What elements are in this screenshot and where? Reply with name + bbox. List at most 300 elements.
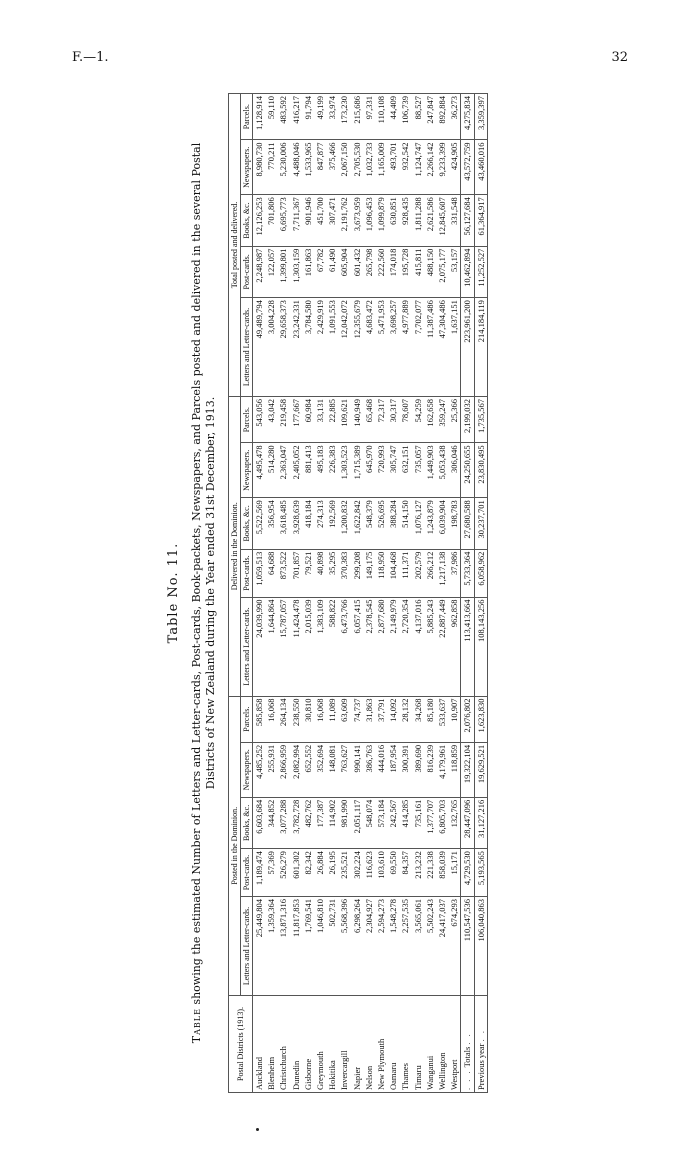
page-reference: F.—1. xyxy=(72,50,109,65)
column-header: Letters and Letter-cards. xyxy=(241,597,253,696)
previous-cell: 19,629,521 xyxy=(474,742,487,797)
table-cell: 4,485,252 xyxy=(253,742,266,797)
table-cell: 5,053,438 xyxy=(436,443,448,498)
table-cell: 67,782 xyxy=(314,246,326,297)
table-cell: 424,905 xyxy=(448,140,461,195)
table-cell: 12,042,072 xyxy=(338,298,350,397)
table-cell: 198,783 xyxy=(448,498,461,549)
table-cell: 91,794 xyxy=(302,94,314,140)
table-cell: 78,607 xyxy=(399,397,411,443)
previous-cell: 61,364,917 xyxy=(474,195,487,246)
table-cell: 109,621 xyxy=(338,397,350,443)
table-cell: 1,091,553 xyxy=(326,298,338,397)
table-cell: 116,623 xyxy=(363,849,375,897)
table-cell: 65,468 xyxy=(363,397,375,443)
table-cell: 47,304,486 xyxy=(436,298,448,397)
table-cell: 53,157 xyxy=(448,246,461,297)
table-cell: 1,303,523 xyxy=(338,443,350,498)
table-cell: 6,057,415 xyxy=(351,597,363,696)
table-cell: 82,342 xyxy=(302,849,314,897)
table-cell: 1,046,810 xyxy=(314,897,326,996)
table-cell: 37,791 xyxy=(375,696,387,742)
table-cell: 149,175 xyxy=(363,549,375,597)
table-cell: 22,885 xyxy=(326,397,338,443)
table-cell: 1,096,453 xyxy=(363,195,375,246)
table-cell: 3,928,639 xyxy=(290,498,302,549)
table-cell: 29,658,373 xyxy=(277,298,289,397)
table-cell: 104,468 xyxy=(387,549,399,597)
district-name: Wellington xyxy=(436,996,448,1093)
table-row xyxy=(387,94,399,1093)
table-cell: 1,303,159 xyxy=(290,246,302,297)
table-cell: 932,542 xyxy=(399,140,411,195)
table-cell: 601,432 xyxy=(351,246,363,297)
totals-row xyxy=(461,94,474,1093)
column-header-row xyxy=(241,94,253,1093)
table-cell: 548,074 xyxy=(363,797,375,848)
totals-cell: 43,572,759 xyxy=(461,140,474,195)
table-cell: 5,885,243 xyxy=(424,597,436,696)
table-row xyxy=(448,94,461,1093)
table-cell: 1,099,879 xyxy=(375,195,387,246)
table-cell: 238,550 xyxy=(290,696,302,742)
column-header: Parcels. xyxy=(241,397,253,443)
table-cell: 901,946 xyxy=(302,195,314,246)
totals-cell: 4,729,530 xyxy=(461,849,474,897)
table-cell: 302,224 xyxy=(351,849,363,897)
table-cell: 375,466 xyxy=(326,140,338,195)
table-cell: 266,212 xyxy=(424,549,436,597)
table-cell: 2,257,535 xyxy=(399,897,411,996)
table-cell: 770,211 xyxy=(265,140,277,195)
table-cell: 1,200,832 xyxy=(338,498,350,549)
table-cell: 12,845,607 xyxy=(436,195,448,246)
totals-cell: 110,547,536 xyxy=(461,897,474,996)
table-cell: 356,954 xyxy=(265,498,277,549)
table-cell: 114,902 xyxy=(326,797,338,848)
table-cell: 5,230,006 xyxy=(277,140,289,195)
column-header: Letters and Letter-cards. xyxy=(241,897,253,996)
table-cell: 1,189,474 xyxy=(253,849,266,897)
district-name: Wanganui xyxy=(424,996,436,1093)
totals-cell: 56,127,684 xyxy=(461,195,474,246)
table-cell: 1,165,009 xyxy=(375,140,387,195)
table-cell: 3,784,580 xyxy=(302,298,314,397)
table-cell: 10,907 xyxy=(448,696,461,742)
table-title: Table No. 11. xyxy=(166,542,181,644)
table-cell: 177,667 xyxy=(290,397,302,443)
table-cell: 2,877,680 xyxy=(375,597,387,696)
district-name: New Plymouth xyxy=(375,996,387,1093)
previous-cell: 30,237,701 xyxy=(474,498,487,549)
table-cell: 59,110 xyxy=(265,94,277,140)
previous-year-label: Previous year . . xyxy=(474,996,487,1093)
table-cell: 255,931 xyxy=(265,742,277,797)
table-cell: 72,317 xyxy=(375,397,387,443)
totals-cell: 24,250,655 xyxy=(461,443,474,498)
table-cell: 1,217,138 xyxy=(436,549,448,597)
totals-label-text: Totals xyxy=(462,1046,473,1068)
table-cell: 5,471,953 xyxy=(375,298,387,397)
previous-cell: 6,058,962 xyxy=(474,549,487,597)
table-cell: 265,798 xyxy=(363,246,375,297)
table-cell: 352,694 xyxy=(314,742,326,797)
table-cell: 735,057 xyxy=(412,443,424,498)
group-header-row xyxy=(229,94,241,1093)
table-cell: 2,363,047 xyxy=(277,443,289,498)
table-body xyxy=(253,94,461,1093)
table-row xyxy=(302,94,314,1093)
totals-cell: 5,733,364 xyxy=(461,549,474,597)
table-cell: 548,379 xyxy=(363,498,375,549)
district-name: Greymouth xyxy=(314,996,326,1093)
table-cell: 4,488,046 xyxy=(290,140,302,195)
table-cell: 79,521 xyxy=(302,549,314,597)
table-cell: 235,521 xyxy=(338,849,350,897)
table-row xyxy=(265,94,277,1093)
totals-cell: 28,447,096 xyxy=(461,797,474,848)
totals-cell: 223,961,200 xyxy=(461,298,474,397)
totals-cell: 10,462,894 xyxy=(461,246,474,297)
table-cell: 3,077,288 xyxy=(277,797,289,848)
table-cell: 64,688 xyxy=(265,549,277,597)
table-cell: 2,266,142 xyxy=(424,140,436,195)
table-cell: 6,805,703 xyxy=(436,797,448,848)
table-cell: 44,409 xyxy=(387,94,399,140)
table-cell: 2,429,919 xyxy=(314,298,326,397)
table-cell: 526,279 xyxy=(277,849,289,897)
table-row xyxy=(326,94,338,1093)
table-cell: 5,522,569 xyxy=(253,498,266,549)
table-cell: 389,690 xyxy=(412,742,424,797)
table-cell: 300,391 xyxy=(399,742,411,797)
table-cell: 219,458 xyxy=(277,397,289,443)
table-cell: 1,124,747 xyxy=(412,140,424,195)
table-cell: 174,018 xyxy=(387,246,399,297)
table-cell: 30,317 xyxy=(387,397,399,443)
table-cell: 226,383 xyxy=(326,443,338,498)
table-cell: 306,046 xyxy=(448,443,461,498)
table-cell: 645,970 xyxy=(363,443,375,498)
previous-cell: 1,623,830 xyxy=(474,696,487,742)
column-header: Newspapers. xyxy=(241,140,253,195)
table-cell: 148,081 xyxy=(326,742,338,797)
rotated-table-block xyxy=(166,88,700,1098)
table-cell: 23,242,331 xyxy=(290,298,302,397)
table-cell: 1,644,864 xyxy=(265,597,277,696)
table-cell: 57,369 xyxy=(265,849,277,897)
district-name: Oamaru xyxy=(387,996,399,1093)
district-name: Nelson xyxy=(363,996,375,1093)
table-cell: 110,108 xyxy=(375,94,387,140)
table-cell: 4,495,478 xyxy=(253,443,266,498)
table-cell: 601,302 xyxy=(290,849,302,897)
table-cell: 14,092 xyxy=(387,696,399,742)
table-cell: 305,747 xyxy=(387,443,399,498)
table-cell: 222,560 xyxy=(375,246,387,297)
district-name: Auckland xyxy=(253,996,266,1093)
table-cell: 1,377,707 xyxy=(424,797,436,848)
table-row xyxy=(351,94,363,1093)
table-cell: 4,683,472 xyxy=(363,298,375,397)
previous-cell: 106,040,863 xyxy=(474,897,487,996)
table-cell: 195,728 xyxy=(399,246,411,297)
table-cell: 35,295 xyxy=(326,549,338,597)
district-header: Postal Districts (1913). xyxy=(229,996,253,1093)
table-cell: 2,866,959 xyxy=(277,742,289,797)
district-name: Blenheim xyxy=(265,996,277,1093)
table-cell: 74,737 xyxy=(351,696,363,742)
table-cell: 1,449,903 xyxy=(424,443,436,498)
column-header: Newspapers. xyxy=(241,443,253,498)
table-cell: 495,183 xyxy=(314,443,326,498)
district-name: Hokitika xyxy=(326,996,338,1093)
table-cell: 24,417,037 xyxy=(436,897,448,996)
table-cell: 6,039,904 xyxy=(436,498,448,549)
table-cell: 2,015,039 xyxy=(302,597,314,696)
table-cell: 701,857 xyxy=(290,549,302,597)
table-cell: 514,280 xyxy=(265,443,277,498)
column-header: Parcels. xyxy=(241,94,253,140)
table-row xyxy=(412,94,424,1093)
table-cell: 54,259 xyxy=(412,397,424,443)
table-cell: 720,993 xyxy=(375,443,387,498)
table-cell: 40,898 xyxy=(314,549,326,597)
table-cell: 502,731 xyxy=(326,897,338,996)
totals-cell: 27,680,588 xyxy=(461,498,474,549)
table-cell: 5,502,243 xyxy=(424,897,436,996)
table-cell: 173,230 xyxy=(338,94,350,140)
table-cell: 202,579 xyxy=(412,549,424,597)
table-cell: 307,471 xyxy=(326,195,338,246)
group-header-posted: Posted in the Dominion. xyxy=(229,696,241,995)
table-cell: 11,817,853 xyxy=(290,897,302,996)
landscape-table xyxy=(166,88,700,1098)
table-row xyxy=(399,94,411,1093)
table-cell: 88,527 xyxy=(412,94,424,140)
district-name: Dunedin xyxy=(290,996,302,1093)
table-cell: 247,847 xyxy=(424,94,436,140)
table-cell: 12,355,679 xyxy=(351,298,363,397)
table-cell: 4,137,016 xyxy=(412,597,424,696)
table-row xyxy=(253,94,266,1093)
table-cell: 674,293 xyxy=(448,897,461,996)
table-cell: 588,822 xyxy=(326,597,338,696)
table-cell: 11,387,486 xyxy=(424,298,436,397)
table-cell: 359,247 xyxy=(436,397,448,443)
table-cell: 847,877 xyxy=(314,140,326,195)
table-cell: 451,700 xyxy=(314,195,326,246)
table-cell: 264,134 xyxy=(277,696,289,742)
table-cell: 414,285 xyxy=(399,797,411,848)
table-cell: 33,974 xyxy=(326,94,338,140)
previous-year-row xyxy=(474,94,487,1093)
table-cell: 630,851 xyxy=(387,195,399,246)
table-cell: 242,567 xyxy=(387,797,399,848)
totals-cell: 113,413,664 xyxy=(461,597,474,696)
table-cell: 49,199 xyxy=(314,94,326,140)
group-header-total: Total posted and delivered. xyxy=(229,94,241,397)
table-cell: 132,765 xyxy=(448,797,461,848)
table-cell: 22,887,449 xyxy=(436,597,448,696)
table-cell: 24,039,990 xyxy=(253,597,266,696)
table-cell: 60,984 xyxy=(302,397,314,443)
table-cell: 7,702,077 xyxy=(412,298,424,397)
table-cell: 161,863 xyxy=(302,246,314,297)
previous-cell: 108,143,256 xyxy=(474,597,487,696)
table-cell: 344,852 xyxy=(265,797,277,848)
table-cell: 892,884 xyxy=(436,94,448,140)
column-header: Post-cards. xyxy=(241,549,253,597)
previous-cell: 23,830,495 xyxy=(474,443,487,498)
caption-text: showing the estimated Number of Letters and Letter-cards, Post-cards, Book-packets, Newspapers, and Parcels posted and delivered in the several Postal Districts of New Zealand during the Year ended 31st December, 1913. xyxy=(190,142,217,1005)
table-cell: 543,056 xyxy=(253,397,266,443)
table-cell: 3,782,728 xyxy=(290,797,302,848)
table-cell: 6,473,766 xyxy=(338,597,350,696)
table-cell: 1,715,389 xyxy=(351,443,363,498)
table-cell: 2,405,052 xyxy=(290,443,302,498)
previous-cell: 3,359,397 xyxy=(474,94,487,140)
table-cell: 43,042 xyxy=(265,397,277,443)
table-row xyxy=(424,94,436,1093)
previous-cell: 43,460,016 xyxy=(474,140,487,195)
column-header: Newspapers. xyxy=(241,742,253,797)
footer-dot xyxy=(256,1128,259,1131)
table-cell: 632,151 xyxy=(399,443,411,498)
table-cell: 118,950 xyxy=(375,549,387,597)
table-cell: 2,149,979 xyxy=(387,597,399,696)
table-cell: 418,184 xyxy=(302,498,314,549)
page-number: 32 xyxy=(611,50,628,65)
totals-cell: 19,322,104 xyxy=(461,742,474,797)
table-cell: 2,191,762 xyxy=(338,195,350,246)
table-cell: 1,032,733 xyxy=(363,140,375,195)
table-cell: 488,150 xyxy=(424,246,436,297)
table-cell: 103,610 xyxy=(375,849,387,897)
table-cell: 118,859 xyxy=(448,742,461,797)
table-cell: 84,357 xyxy=(399,849,411,897)
table-caption xyxy=(190,118,218,1068)
previous-cell: 31,127,216 xyxy=(474,797,487,848)
table-cell: 416,217 xyxy=(290,94,302,140)
table-cell: 1,383,109 xyxy=(314,597,326,696)
table-cell: 415,811 xyxy=(412,246,424,297)
table-row xyxy=(363,94,375,1093)
table-cell: 213,232 xyxy=(412,849,424,897)
table-cell: 111,371 xyxy=(399,549,411,597)
table-cell: 3,698,257 xyxy=(387,298,399,397)
table-cell: 122,057 xyxy=(265,246,277,297)
table-cell: 928,435 xyxy=(399,195,411,246)
table-cell: 3,673,959 xyxy=(351,195,363,246)
table-cell: 162,658 xyxy=(424,397,436,443)
statistics-table xyxy=(228,93,488,1093)
table-cell: 6,603,684 xyxy=(253,797,266,848)
table-cell: 12,126,253 xyxy=(253,195,266,246)
table-cell: 31,863 xyxy=(363,696,375,742)
previous-cell: 214,184,119 xyxy=(474,298,487,397)
column-header: Post-cards. xyxy=(241,246,253,297)
table-cell: 981,990 xyxy=(338,797,350,848)
previous-cell: 11,252,527 xyxy=(474,246,487,297)
table-cell: 1,243,879 xyxy=(424,498,436,549)
table-cell: 63,609 xyxy=(338,696,350,742)
table-cell: 652,552 xyxy=(302,742,314,797)
table-cell: 1,359,364 xyxy=(265,897,277,996)
table-cell: 4,977,889 xyxy=(399,298,411,397)
table-cell: 388,284 xyxy=(387,498,399,549)
table-cell: 2,082,994 xyxy=(290,742,302,797)
table-cell: 30,810 xyxy=(302,696,314,742)
table-row xyxy=(338,94,350,1093)
table-cell: 9,233,399 xyxy=(436,140,448,195)
table-cell: 701,806 xyxy=(265,195,277,246)
table-cell: 215,686 xyxy=(351,94,363,140)
table-cell: 2,067,150 xyxy=(338,140,350,195)
table-cell: 140,949 xyxy=(351,397,363,443)
column-header: Books, &c. xyxy=(241,498,253,549)
table-cell: 36,273 xyxy=(448,94,461,140)
table-cell: 2,621,586 xyxy=(424,195,436,246)
column-header: Post-cards. xyxy=(241,849,253,897)
table-cell: 881,413 xyxy=(302,443,314,498)
district-name: Christchurch xyxy=(277,996,289,1093)
table-row xyxy=(314,94,326,1093)
table-cell: 962,858 xyxy=(448,597,461,696)
table-cell: 26,884 xyxy=(314,849,326,897)
district-name: Thames xyxy=(399,996,411,1093)
table-cell: 4,179,961 xyxy=(436,742,448,797)
table-cell: 2,594,273 xyxy=(375,897,387,996)
column-header: Books, &c. xyxy=(241,797,253,848)
previous-year-label-text: Previous year xyxy=(475,1043,486,1090)
table-cell: 16,068 xyxy=(314,696,326,742)
table-cell: 192,569 xyxy=(326,498,338,549)
table-cell: 386,763 xyxy=(363,742,375,797)
table-cell: 2,304,927 xyxy=(363,897,375,996)
table-cell: 5,568,396 xyxy=(338,897,350,996)
table-cell: 483,592 xyxy=(277,94,289,140)
table-cell: 25,366 xyxy=(448,397,461,443)
table-cell: 1,622,842 xyxy=(351,498,363,549)
table-cell: 33,131 xyxy=(314,397,326,443)
district-name: Napier xyxy=(351,996,363,1093)
previous-cell: 1,735,567 xyxy=(474,397,487,443)
table-cell: 1,548,278 xyxy=(387,897,399,996)
table-cell: 1,769,541 xyxy=(302,897,314,996)
table-cell: 187,954 xyxy=(387,742,399,797)
table-cell: 15,787,057 xyxy=(277,597,289,696)
table-cell: 28,132 xyxy=(399,696,411,742)
table-row xyxy=(290,94,302,1093)
table-cell: 299,208 xyxy=(351,549,363,597)
table-cell: 3,565,061 xyxy=(412,897,424,996)
table-cell: 106,739 xyxy=(399,94,411,140)
table-cell: 85,180 xyxy=(424,696,436,742)
table-cell: 1,637,151 xyxy=(448,298,461,397)
table-cell: 1,533,965 xyxy=(302,140,314,195)
table-cell: 69,550 xyxy=(387,849,399,897)
table-cell: 735,161 xyxy=(412,797,424,848)
table-cell: 221,338 xyxy=(424,849,436,897)
table-cell: 6,298,264 xyxy=(351,897,363,996)
table-cell: 331,548 xyxy=(448,195,461,246)
table-cell: 873,522 xyxy=(277,549,289,597)
table-cell: 990,141 xyxy=(351,742,363,797)
table-cell: 605,904 xyxy=(338,246,350,297)
caption-lead: Table xyxy=(190,1008,203,1044)
page-header xyxy=(72,50,628,70)
